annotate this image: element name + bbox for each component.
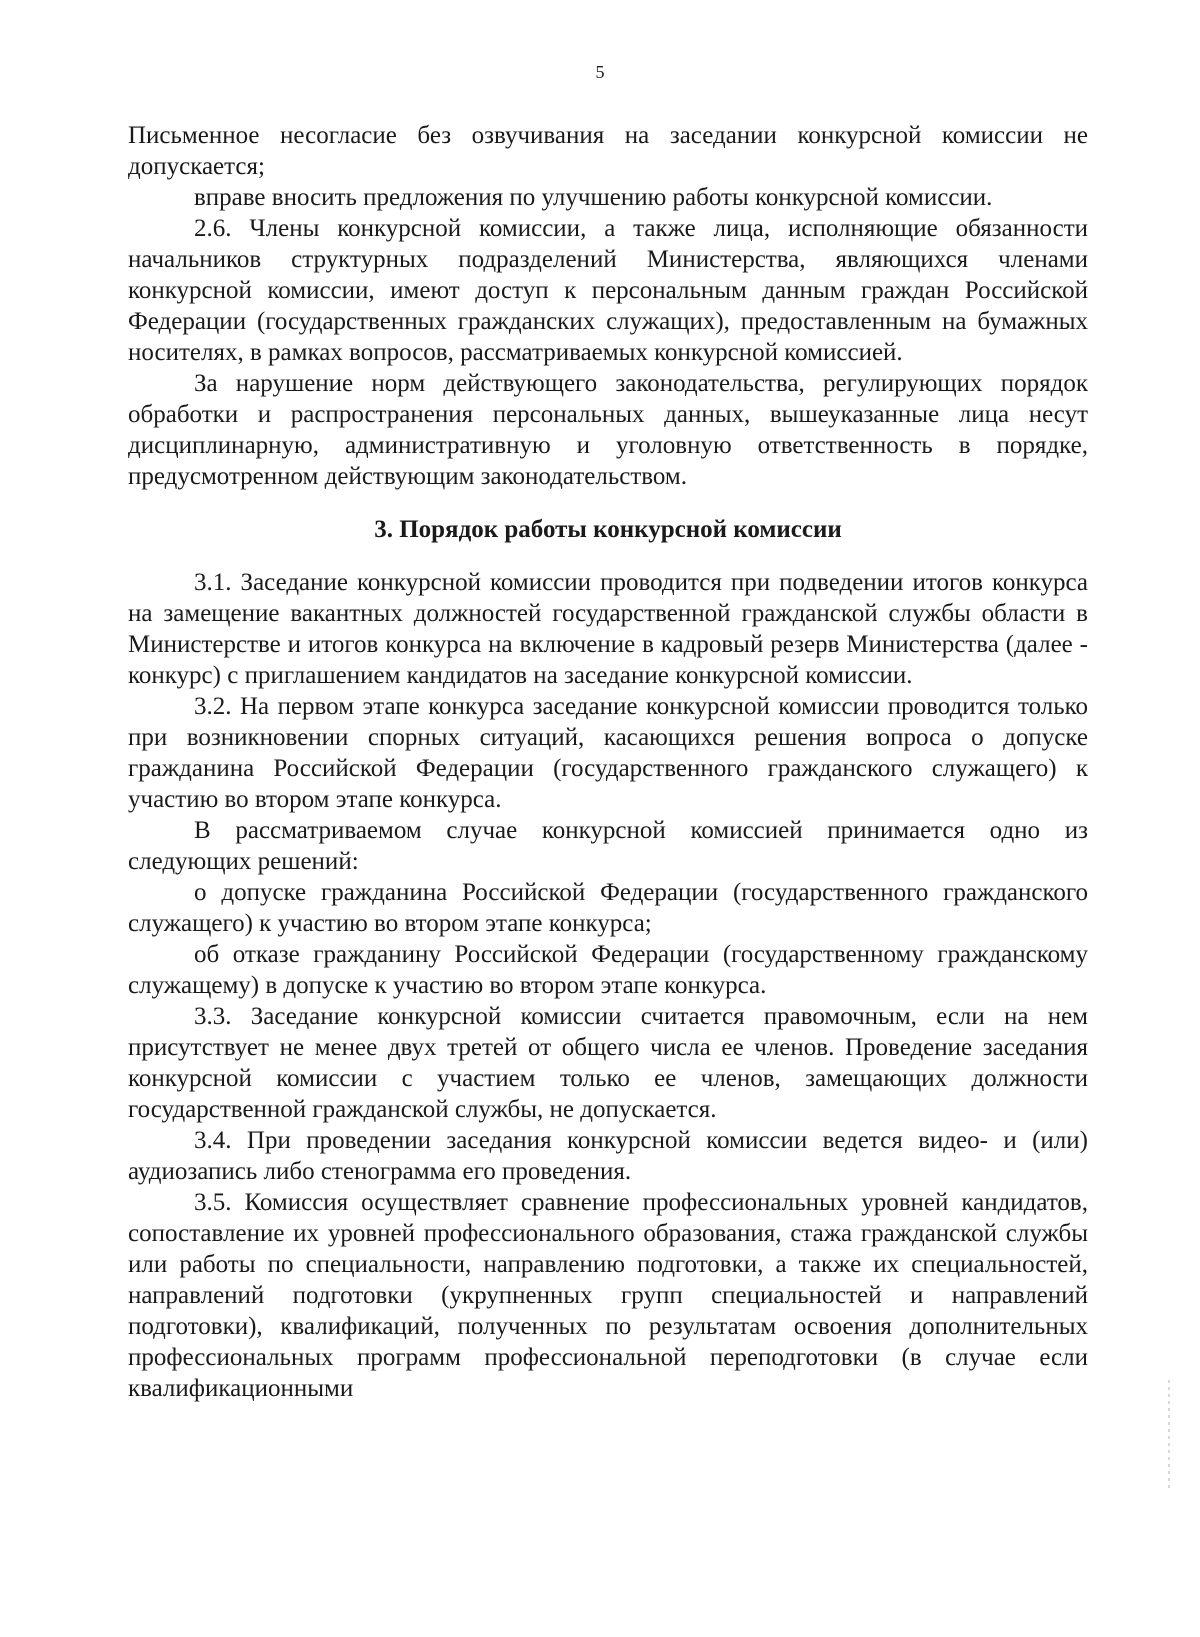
paragraph-decision-admit: о допуске гражданина Российской Федерации (государственного гражданского служащего) к участию во втором этапе конкурса; [128,879,1088,937]
page-number: 5 [595,62,605,82]
paragraph-3-4: 3.4. При проведении заседания конкурсной комиссии ведется видео- и (или) аудиозапись либо стенограмма его проведения. [128,1127,1088,1185]
paragraph-3-1: 3.1. Заседание конкурсной комиссии проводится при подведении итогов конкурса на замещение вакантных должностей государственной гражданской службы области в Министерстве и итогов конкурса на включение в кадровый резерв Министерства (далее - конкурс) с приглашением кандидатов на заседание конкурсной комиссии. [128,569,1088,689]
paragraph-3-5: 3.5. Комиссия осуществляет сравнение профессиональных уровней кандидатов, сопоставление их уровней профессионального образования, стажа гражданской службы или работы по специальности, направлению подготовки, а также их специальностей, направлений подготовки (укрупненных групп специальностей и направлений подготовки), квалификаций, полученных по результатам освоения дополнительных профессиональных программ профессиональной переподготовки (в случае если квалификационными [128,1189,1088,1402]
paragraph-written-dissent: Письменное несогласие без озвучивания на заседании конкурсной комиссии не допускается; [128,122,1088,180]
paragraph-2-6: 2.6. Члены конкурсной комиссии, а также лица, исполняющие обязанности начальников структурных подразделений Министерства, являющихся членами конкурсной комиссии, имеют доступ к персональным данным граждан Российской Федерации (государственных гражданских служащих), предоставленным на бумажных носителях, в рамках вопросов, рассматриваемых конкурсной комиссией. [128,215,1088,366]
document-body [128,120,1088,1404]
paragraph-3-2: 3.2. На первом этапе конкурса заседание конкурсной комиссии проводится только при возникновении спорных ситуаций, касающихся решения вопроса о допуске гражданина Российской Федерации (государственного гражданского служащего) к участию во втором этапе конкурса. [128,693,1088,813]
scan-edge-artifact [1168,1380,1170,1490]
paragraph-decision-refuse: об отказе гражданину Российской Федерации (государственному гражданскому служащему) в допуске к участию во втором этапе конкурса. [128,941,1088,999]
paragraph-liability: За нарушение норм действующего законодательства, регулирующих порядок обработки и распространения персональных данных, вышеуказанные лица несут дисциплинарную, административную и уголовную ответственность в порядке, предусмотренном действующим законодательством. [128,370,1088,490]
paragraph-3-3: 3.3. Заседание конкурсной комиссии считается правомочным, если на нем присутствует не менее двух третей от общего числа ее членов. Проведение заседания конкурсной комиссии с участием только ее членов, замещающих должности государственной гражданской службы, не допускается. [128,1003,1088,1123]
paragraph-right-to-propose: вправе вносить предложения по улучшению работы конкурсной комиссии. [194,184,993,211]
paragraph-decisions-intro: В рассматриваемом случае конкурсной комиссией принимается одно из следующих решений: [128,817,1088,875]
section-3-heading: 3. Порядок работы конкурсной комиссии [374,516,842,543]
